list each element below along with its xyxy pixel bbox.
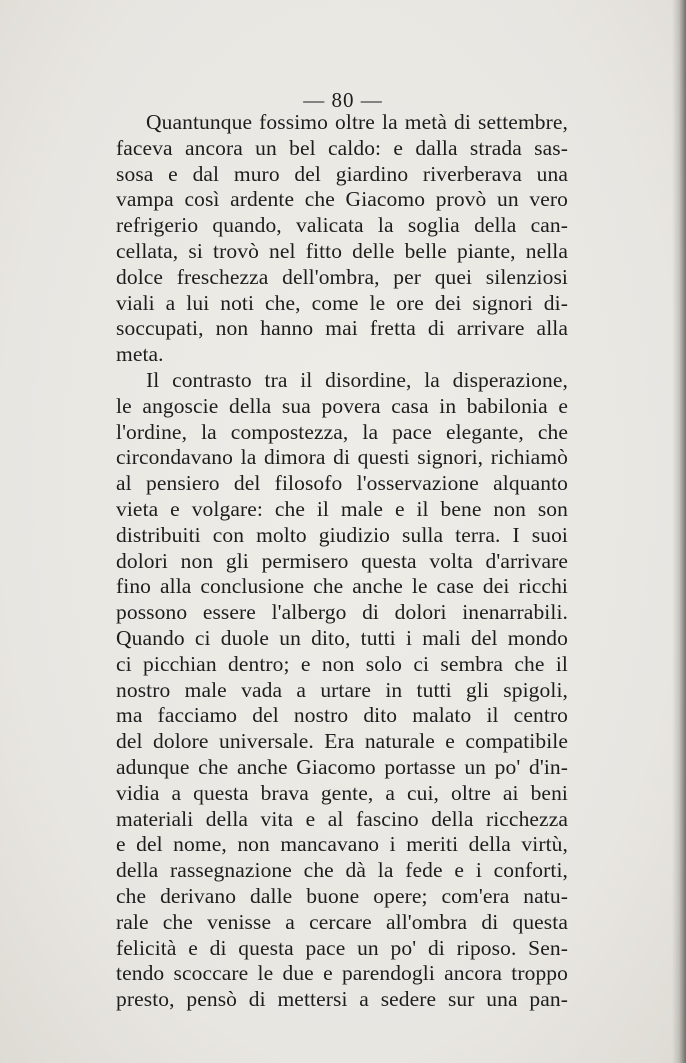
text-line: Quando ci duole un dito, tutti i mali del mondo — [116, 625, 568, 650]
text-line: al pensiero del filosofo l'osservazione alquanto — [116, 471, 568, 496]
text-line: possono essere l'albergo di dolori inenarrabili. — [116, 600, 568, 625]
text-line: vampa così ardente che Giacomo provò un vero — [116, 187, 568, 212]
text-line: faceva ancora un bel caldo: e dalla strada sas- — [116, 135, 568, 160]
text-line: fino alla conclusione che anche le case dei ricchi — [116, 574, 568, 599]
text-line: dolori non gli permisero questa volta d'arrivare — [116, 548, 568, 573]
text-line: circondavano la dimora di questi signori, richiamò — [116, 445, 568, 470]
text-line: Il contrasto tra il disordine, la disperazione, — [146, 367, 568, 392]
text-line: tendo scoccare le due e parendogli ancora troppo — [116, 961, 568, 986]
text-line: rale che venisse a cercare all'ombra di questa — [116, 909, 568, 934]
text-line: Quantunque fossimo oltre la metà di settembre, — [146, 110, 568, 134]
text-line: refrigerio quando, valicata la soglia della can- — [116, 213, 568, 238]
text-line: adunque che anche Giacomo portasse un po' d'in- — [116, 754, 568, 779]
text-line: che derivano dalle buone opere; com'era natu- — [116, 883, 568, 908]
text-line: sosa e dal muro del giardino riverberava una — [116, 161, 568, 186]
text-line: e del nome, non mancavano i meriti della virtù, — [116, 832, 568, 857]
text-line: nostro male vada a urtare in tutti gli spigoli, — [116, 677, 568, 702]
text-line: le angoscie della sua povera casa in babilonia e — [116, 393, 568, 418]
text-line: felicità e di questa pace un po' di riposo. Sen- — [116, 935, 568, 960]
text-line: materiali della vita e al fascino della ricchezza — [116, 806, 568, 831]
text-line: presto, pensò di mettersi a sedere sur una pan- — [116, 987, 568, 1012]
text-line: vidia a questa brava gente, a cui, oltre ai beni — [116, 780, 568, 805]
paragraph-2 — [116, 368, 568, 1013]
text-line: del dolore universale. Era naturale e compatibile — [116, 729, 568, 754]
text-line: meta. — [116, 342, 164, 367]
text-line: vieta e volgare: che il male e il bene non son — [116, 496, 568, 521]
page-number: — 80 — — [303, 88, 383, 112]
text-line: ci picchian dentro; e non solo ci sembra che il — [116, 651, 568, 676]
text-line: dolce freschezza dell'ombra, per quei silenziosi — [116, 264, 568, 289]
paragraph-1 — [116, 110, 568, 368]
text-line: viali a lui noti che, come le ore dei signori di- — [116, 290, 568, 315]
body-text — [116, 110, 568, 1013]
text-line: cellata, si trovò nel fitto delle belle piante, nella — [116, 238, 568, 263]
text-line: l'ordine, la compostezza, la pace elegante, che — [116, 419, 568, 444]
text-line: della rassegnazione che dà la fede e i conforti, — [116, 858, 568, 883]
page-edge-shadow — [672, 0, 686, 1063]
text-line: distribuiti con molto giudizio sulla terra. I suoi — [116, 522, 568, 547]
text-line: soccupati, non hanno mai fretta di arrivare alla — [116, 316, 568, 341]
text-line: ma facciamo del nostro dito malato il centro — [116, 703, 568, 728]
